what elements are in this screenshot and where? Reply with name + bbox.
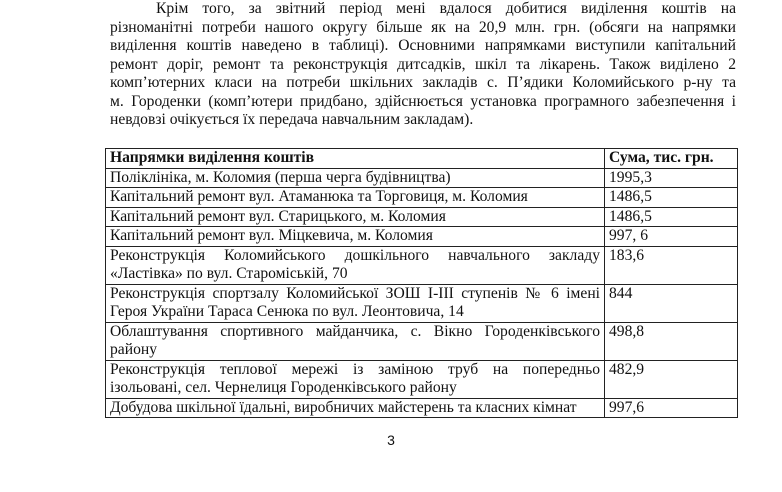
table-row bbox=[106, 207, 738, 227]
row-direction bbox=[106, 246, 605, 284]
row-direction-line: Капітальний ремонт вул. Міцкевича, м. Коломия bbox=[110, 227, 433, 244]
row-sum: 498,8 bbox=[605, 322, 738, 360]
row-direction bbox=[106, 284, 605, 322]
row-sum: 1486,5 bbox=[605, 188, 738, 208]
row-direction bbox=[106, 188, 605, 208]
table-row bbox=[106, 360, 738, 398]
funds-table bbox=[105, 148, 738, 418]
paragraph-line: м. Городенки (комп’ютери придбано, здійснюється установка програмного забезпечення і bbox=[110, 92, 736, 110]
row-sum: 997, 6 bbox=[605, 227, 738, 247]
row-direction-line: Капітальний ремонт вул. Атаманюка та Торговиця, м. Коломия bbox=[110, 188, 528, 205]
table-row bbox=[106, 188, 738, 208]
row-sum: 997,6 bbox=[605, 398, 738, 418]
row-direction bbox=[106, 227, 605, 247]
row-direction-line: Реконструкція Коломийського дошкільного навчального закладу bbox=[110, 246, 600, 264]
row-direction-line: Облаштування спортивного майданчика, с. Вікно Городенківського bbox=[110, 322, 600, 340]
row-direction-line: Капітальний ремонт вул. Старицького, м. Коломия bbox=[110, 207, 446, 225]
row-sum: 183,6 bbox=[605, 246, 738, 284]
paragraph-line: комп’ютерних класи на потреби шкільних закладів с. П’ядики Коломийського р-ну та bbox=[110, 74, 736, 91]
paragraph-line: виділення коштів наведено в таблиці). Основними напрямками виступили капітальний bbox=[110, 37, 736, 54]
row-direction-line: ізольовані, сел. Чернелиця Городенківського району bbox=[110, 379, 457, 396]
header-sum: Сума, тис. грн. bbox=[605, 149, 738, 169]
row-direction bbox=[106, 322, 605, 360]
row-direction-line: Добудова шкільної їдальні, виробничих майстерень та класних кімнат bbox=[110, 398, 577, 416]
table-row bbox=[106, 246, 738, 284]
table-row bbox=[106, 284, 738, 322]
row-direction bbox=[106, 207, 605, 227]
row-sum: 1486,5 bbox=[605, 207, 738, 227]
paragraph-line: ремонт доріг, ремонт та реконструкція дитсадків, шкіл та лікарень. Також виділено 2 bbox=[110, 55, 736, 73]
row-sum: 1995,3 bbox=[605, 168, 738, 188]
row-direction-line: Реконструкція теплової мережі із заміною труб на попередньо bbox=[110, 360, 600, 378]
table-header-row bbox=[106, 149, 738, 169]
row-direction-line: «Ластівка» по вул. Старомiській, 70 bbox=[110, 265, 348, 282]
row-sum: 844 bbox=[605, 284, 738, 322]
page-number: 3 bbox=[387, 432, 395, 448]
table-row bbox=[106, 322, 738, 360]
table-row bbox=[106, 227, 738, 247]
row-sum: 482,9 bbox=[605, 360, 738, 398]
row-direction-line: району bbox=[110, 341, 158, 358]
paragraph-line: невдовзі очікується їх передача навчальним закладам). bbox=[110, 111, 474, 128]
row-direction bbox=[106, 168, 605, 188]
body-paragraph bbox=[110, 0, 736, 130]
paragraph-line: Крім того, за звітний період мені вдалося добитися виділення коштів на bbox=[156, 0, 736, 17]
paragraph-line: різноманітні потреби нашого округу більше як на 20,9 млн. грн. (обсяги на напрямки bbox=[110, 18, 736, 36]
table-row bbox=[106, 168, 738, 188]
row-direction bbox=[106, 398, 605, 418]
row-direction-line: Поліклініка, м. Коломия (перша черга будівництва) bbox=[110, 168, 451, 186]
header-direction: Напрямки виділення коштів bbox=[106, 149, 605, 169]
row-direction bbox=[106, 360, 605, 398]
table-row bbox=[106, 398, 738, 418]
row-direction-line: Реконструкція спортзалу Коломийської ЗОШ І-ІІІ ступенів № 6 імені bbox=[110, 284, 600, 302]
row-direction-line: Героя України Тараса Сенюка по вул. Леонтовича, 14 bbox=[110, 303, 464, 320]
table-body bbox=[106, 168, 738, 418]
